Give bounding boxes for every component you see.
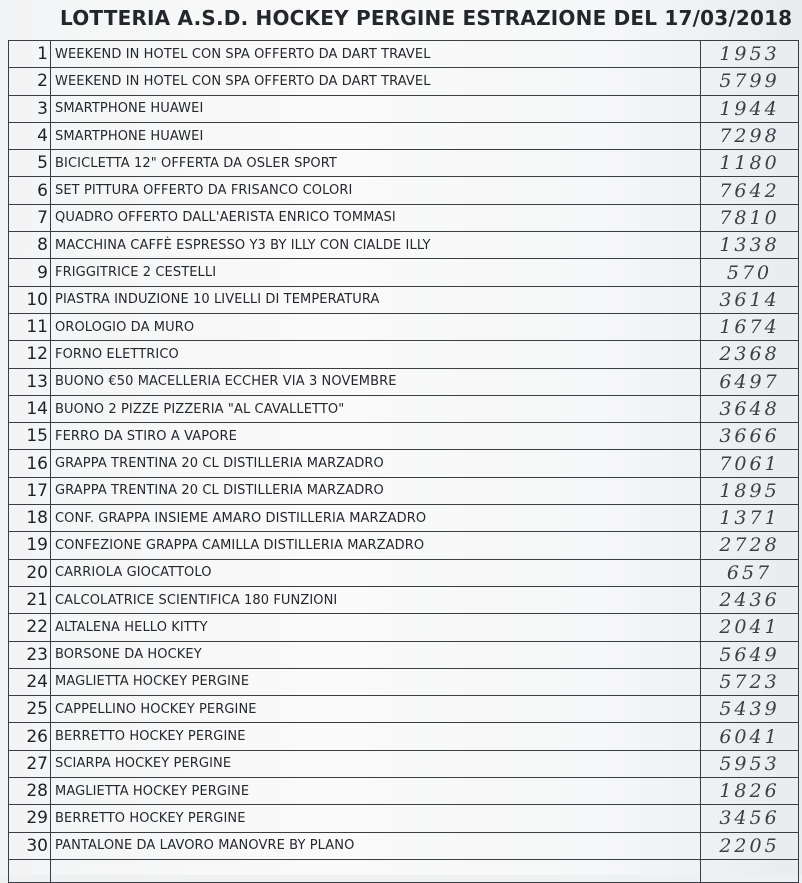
table-row	[9, 395, 799, 422]
prize-number: 12	[9, 341, 51, 368]
table-row	[9, 177, 799, 204]
table-row	[9, 232, 799, 259]
prize-description: CARRIOLA GIOCATTOLO	[51, 559, 701, 586]
table-row	[9, 341, 799, 368]
page-title: LOTTERIA A.S.D. HOCKEY PERGINE ESTRAZIONE DEL 17/03/2018	[60, 6, 793, 30]
winning-ticket-number: 7298	[701, 122, 799, 149]
winning-ticket-number: 2368	[701, 341, 799, 368]
table-row	[9, 286, 799, 313]
prize-description: SET PITTURA OFFERTO DA FRISANCO COLORI	[51, 177, 701, 204]
winning-ticket-number: 5439	[701, 696, 799, 723]
prize-description: WEEKEND IN HOTEL CON SPA OFFERTO DA DART TRAVEL	[51, 68, 701, 95]
table-row	[9, 641, 799, 668]
prize-description: MAGLIETTA HOCKEY PERGINE	[51, 668, 701, 695]
winning-ticket-number: 6041	[701, 723, 799, 750]
prize-number: 21	[9, 586, 51, 613]
prize-number: 1	[9, 41, 51, 68]
table-row	[9, 696, 799, 723]
table-row	[9, 150, 799, 177]
prize-description: GRAPPA TRENTINA 20 CL DISTILLERIA MARZADRO	[51, 477, 701, 504]
table-row	[9, 477, 799, 504]
prize-number: 9	[9, 259, 51, 286]
prize-description: SCIARPA HOCKEY PERGINE	[51, 750, 701, 777]
winning-ticket-number: 1895	[701, 477, 799, 504]
table-row	[9, 723, 799, 750]
winning-ticket-number: 6497	[701, 368, 799, 395]
prize-description: CONF. GRAPPA INSIEME AMARO DISTILLERIA MARZADRO	[51, 505, 701, 532]
empty-cell	[51, 859, 701, 882]
prize-number: 4	[9, 122, 51, 149]
table-row	[9, 586, 799, 613]
table-row	[9, 668, 799, 695]
prize-number: 20	[9, 559, 51, 586]
prize-description: GRAPPA TRENTINA 20 CL DISTILLERIA MARZADRO	[51, 450, 701, 477]
prize-number: 2	[9, 68, 51, 95]
prize-table-body	[9, 41, 799, 883]
winning-ticket-number: 5649	[701, 641, 799, 668]
winning-ticket-number: 7810	[701, 204, 799, 231]
prize-description: PANTALONE DA LAVORO MANOVRE BY PLANO	[51, 832, 701, 859]
table-row	[9, 259, 799, 286]
prize-number: 30	[9, 832, 51, 859]
prize-number: 25	[9, 696, 51, 723]
winning-ticket-number: 3614	[701, 286, 799, 313]
table-row	[9, 41, 799, 68]
prize-table	[8, 40, 799, 883]
prize-number: 10	[9, 286, 51, 313]
winning-ticket-number: 7642	[701, 177, 799, 204]
empty-cell	[9, 859, 51, 882]
prize-description: QUADRO OFFERTO DALL'AERISTA ENRICO TOMMASI	[51, 204, 701, 231]
prize-description: BORSONE DA HOCKEY	[51, 641, 701, 668]
prize-number: 29	[9, 805, 51, 832]
table-row	[9, 204, 799, 231]
table-row	[9, 313, 799, 340]
prize-description: BICICLETTA 12" OFFERTA DA OSLER SPORT	[51, 150, 701, 177]
prize-number: 14	[9, 395, 51, 422]
prize-number: 16	[9, 450, 51, 477]
table-row	[9, 423, 799, 450]
winning-ticket-number: 7061	[701, 450, 799, 477]
winning-ticket-number: 5799	[701, 68, 799, 95]
prize-number: 8	[9, 232, 51, 259]
table-row	[9, 805, 799, 832]
winning-ticket-number: 3666	[701, 423, 799, 450]
prize-number: 6	[9, 177, 51, 204]
prize-number: 18	[9, 505, 51, 532]
prize-description: ALTALENA HELLO KITTY	[51, 614, 701, 641]
winning-ticket-number: 5723	[701, 668, 799, 695]
table-row	[9, 750, 799, 777]
winning-ticket-number: 1338	[701, 232, 799, 259]
winning-ticket-number: 1180	[701, 150, 799, 177]
winning-ticket-number: 1944	[701, 95, 799, 122]
winning-ticket-number: 1953	[701, 41, 799, 68]
winning-ticket-number: 5953	[701, 750, 799, 777]
table-row	[9, 778, 799, 805]
empty-table-row	[9, 859, 799, 882]
table-row	[9, 95, 799, 122]
table-row	[9, 559, 799, 586]
winning-ticket-number: 2436	[701, 586, 799, 613]
prize-description: SMARTPHONE HUAWEI	[51, 122, 701, 149]
prize-description: CAPPELLINO HOCKEY PERGINE	[51, 696, 701, 723]
winning-ticket-number: 2041	[701, 614, 799, 641]
prize-number: 13	[9, 368, 51, 395]
winning-ticket-number: 3648	[701, 395, 799, 422]
prize-description: OROLOGIO DA MURO	[51, 313, 701, 340]
prize-number: 28	[9, 778, 51, 805]
prize-number: 23	[9, 641, 51, 668]
winning-ticket-number: 1826	[701, 778, 799, 805]
winning-ticket-number: 1674	[701, 313, 799, 340]
prize-number: 5	[9, 150, 51, 177]
winning-ticket-number: 1371	[701, 505, 799, 532]
prize-description: WEEKEND IN HOTEL CON SPA OFFERTO DA DART TRAVEL	[51, 41, 701, 68]
winning-ticket-number: 3456	[701, 805, 799, 832]
prize-description: CONFEZIONE GRAPPA CAMILLA DISTILLERIA MARZADRO	[51, 532, 701, 559]
prize-description: FRIGGITRICE 2 CESTELLI	[51, 259, 701, 286]
prize-description: MAGLIETTA HOCKEY PERGINE	[51, 778, 701, 805]
prize-number: 15	[9, 423, 51, 450]
prize-description: SMARTPHONE HUAWEI	[51, 95, 701, 122]
prize-description: FERRO DA STIRO A VAPORE	[51, 423, 701, 450]
prize-description: FORNO ELETTRICO	[51, 341, 701, 368]
winning-ticket-number: 657	[701, 559, 799, 586]
winning-ticket-number: 2205	[701, 832, 799, 859]
prize-number: 3	[9, 95, 51, 122]
winning-ticket-number: 570	[701, 259, 799, 286]
prize-number: 24	[9, 668, 51, 695]
table-row	[9, 614, 799, 641]
prize-description: BERRETTO HOCKEY PERGINE	[51, 723, 701, 750]
prize-description: BERRETTO HOCKEY PERGINE	[51, 805, 701, 832]
prize-description: BUONO 2 PIZZE PIZZERIA "AL CAVALLETTO"	[51, 395, 701, 422]
table-row	[9, 68, 799, 95]
prize-description: MACCHINA CAFFÈ ESPRESSO Y3 BY ILLY CON CIALDE ILLY	[51, 232, 701, 259]
prize-description: PIASTRA INDUZIONE 10 LIVELLI DI TEMPERATURA	[51, 286, 701, 313]
table-row	[9, 368, 799, 395]
prize-number: 7	[9, 204, 51, 231]
table-row	[9, 505, 799, 532]
prize-description: BUONO €50 MACELLERIA ECCHER VIA 3 NOVEMBRE	[51, 368, 701, 395]
prize-number: 11	[9, 313, 51, 340]
empty-cell	[701, 859, 799, 882]
table-row	[9, 122, 799, 149]
prize-number: 26	[9, 723, 51, 750]
table-row	[9, 832, 799, 859]
prize-number: 19	[9, 532, 51, 559]
prize-number: 17	[9, 477, 51, 504]
winning-ticket-number: 2728	[701, 532, 799, 559]
table-row	[9, 450, 799, 477]
prize-number: 22	[9, 614, 51, 641]
table-row	[9, 532, 799, 559]
prize-description: CALCOLATRICE SCIENTIFICA 180 FUNZIONI	[51, 586, 701, 613]
prize-number: 27	[9, 750, 51, 777]
